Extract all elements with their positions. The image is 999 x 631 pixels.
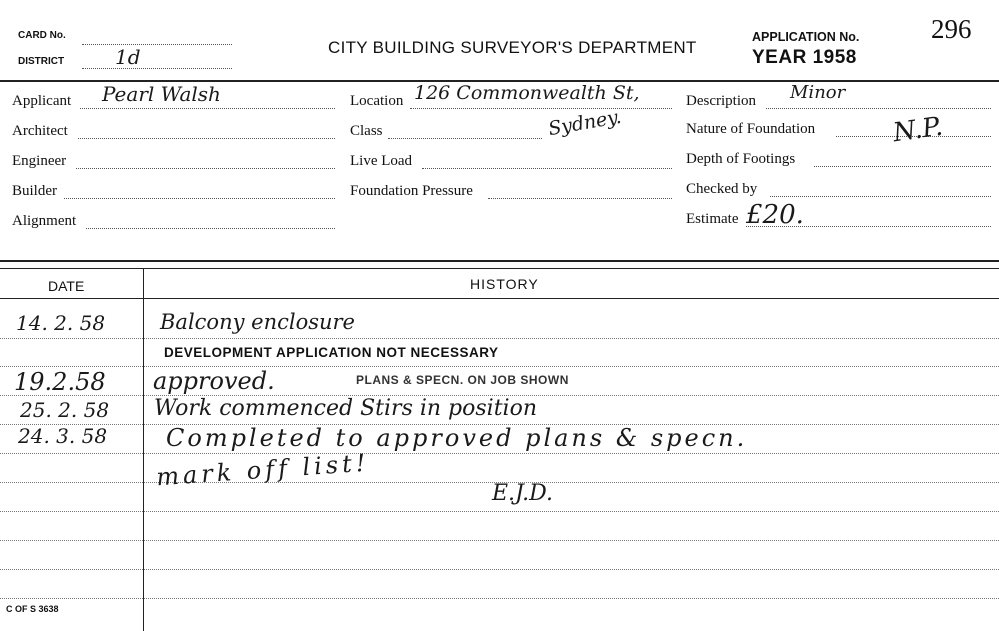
applicant-label: Applicant (12, 93, 72, 109)
history-text-1: Balcony enclosure (160, 310, 355, 334)
location-value: 126 Commonwealth St, (414, 82, 640, 104)
application-no-label: APPLICATION No. (752, 30, 860, 44)
district-value: 1d (115, 45, 141, 69)
class-label: Class (350, 123, 383, 139)
application-number: 296 (931, 14, 972, 44)
history-initials: E.J.D. (492, 481, 554, 506)
location-value-line2: Sydney. (546, 105, 624, 141)
form-code: C OF S 3638 (6, 604, 59, 614)
description-value: Minor (790, 82, 846, 103)
history-text-4: Completed to approved plans & specn. (166, 424, 748, 452)
engineer-label: Engineer (12, 153, 67, 169)
estimate-value: £20. (746, 200, 804, 230)
builder-label: Builder (12, 183, 57, 199)
department-title: CITY BUILDING SURVEYOR'S DEPARTMENT (328, 38, 697, 57)
development-application-stamp: DEVELOPMENT APPLICATION NOT NECESSARY (164, 345, 499, 360)
history-top-rule (0, 260, 999, 262)
year-label: YEAR 1958 (752, 47, 857, 68)
district-label: DISTRICT (18, 56, 65, 67)
live-load-label: Live Load (350, 153, 413, 169)
nature-of-foundation-value: N.P. (891, 111, 945, 149)
location-label: Location (350, 93, 404, 109)
card-no-label: CARD No. (18, 30, 66, 41)
history-text-2: approved. (153, 367, 275, 395)
date-column-header: DATE (48, 278, 85, 294)
history-date-1: 14. 2. 58 (16, 311, 106, 335)
history-date-4: 24. 3. 58 (18, 424, 108, 448)
nature-of-foundation-label: Nature of Foundation (686, 121, 816, 137)
depth-of-footings-label: Depth of Footings (686, 151, 796, 167)
history-date-2: 19.2.58 (14, 368, 106, 396)
history-column-header: HISTORY (470, 276, 539, 292)
estimate-label: Estimate (686, 211, 739, 227)
foundation-pressure-label: Foundation Pressure (350, 183, 473, 199)
history-text-5: mark off list! (155, 448, 371, 492)
checked-by-label: Checked by (686, 181, 758, 197)
history-date-3: 25. 2. 58 (20, 398, 110, 422)
alignment-label: Alignment (12, 213, 77, 229)
applicant-value: Pearl Walsh (102, 82, 221, 106)
history-text-3: Work commenced Stirs in position (154, 396, 537, 421)
description-label: Description (686, 93, 756, 109)
date-column-divider (143, 268, 144, 631)
plans-specn-stamp: PLANS & SPECN. ON JOB SHOWN (356, 373, 569, 387)
architect-label: Architect (12, 123, 68, 139)
